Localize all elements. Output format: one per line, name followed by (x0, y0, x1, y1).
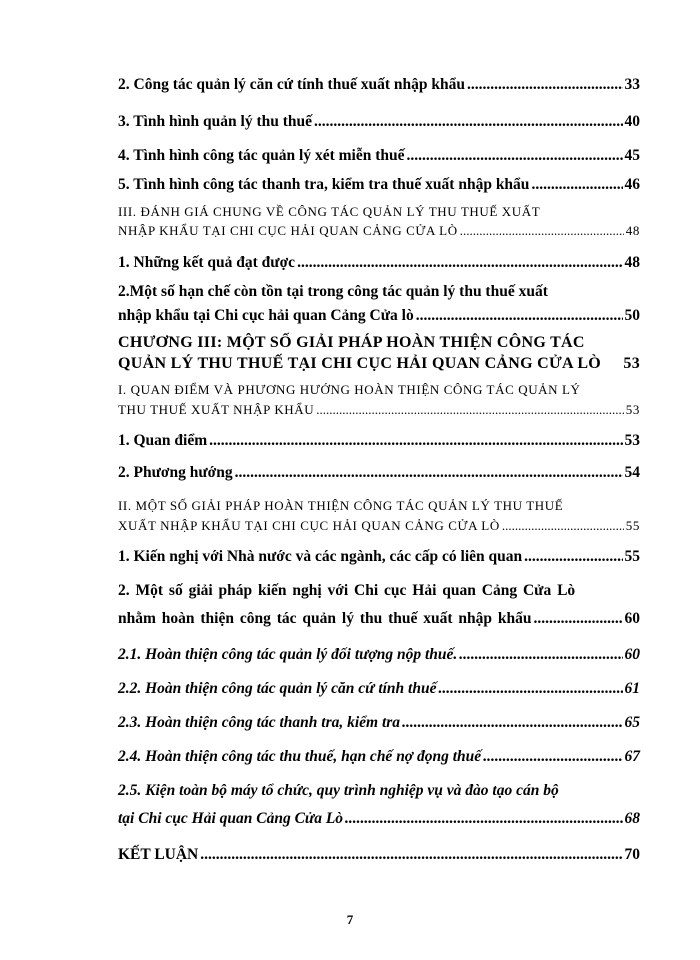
toc-entry[interactable] (118, 548, 640, 566)
leader-dots (200, 846, 622, 864)
toc-entry-page: 55 (624, 548, 640, 565)
toc-entry-title: 2.1. Hoàn thiện công tác quản lý đối tượng nộp thuế. (118, 646, 458, 663)
leader-dots (460, 223, 624, 239)
toc-chapter-entry[interactable] (118, 334, 640, 373)
toc-entry[interactable] (118, 254, 640, 272)
toc-entry-title-line2: NHẬP KHẨU TẠI CHI CỤC HẢI QUAN CẢNG CỬA LÒ (118, 223, 458, 238)
toc-entry-page: 53 (623, 355, 640, 372)
toc-entry-page: 68 (624, 810, 640, 827)
toc-entry-title: 5. Tình hình công tác thanh tra, kiểm tra thuế xuất nhập khẩu (118, 176, 530, 193)
leader-dots (438, 680, 622, 698)
toc-entry-page: 54 (624, 464, 640, 481)
toc-entry[interactable] (118, 498, 640, 534)
toc-entry[interactable] (118, 147, 640, 165)
leader-dots (502, 518, 624, 534)
toc-entry[interactable] (118, 382, 640, 418)
toc-entry[interactable] (118, 76, 640, 94)
toc-entry-title-line1: 2.5. Kiện toàn bộ máy tổ chức, quy trình nghiệp vụ và đào tạo cán bộ (118, 782, 559, 799)
toc-entry-title: 2.4. Hoàn thiện công tác thu thuế, hạn chế nợ đọng thuế (118, 748, 482, 765)
toc-entry-page: 46 (624, 176, 640, 193)
toc-entry-page: 60 (624, 610, 640, 627)
toc-entry-title: 3. Tình hình quản lý thu thuế (118, 113, 312, 130)
toc-entry-title-line1: II. MỘT SỐ GIẢI PHÁP HOÀN THIỆN CÔNG TÁC QUẢN LÝ THU THUẾ (118, 498, 564, 513)
toc-entry[interactable] (118, 782, 640, 828)
toc-entry[interactable] (118, 646, 640, 664)
toc-entry-title-line1: III. ĐÁNH GIÁ CHUNG VỀ CÔNG TÁC QUẢN LÝ THU THUẾ XUẤT (118, 204, 541, 219)
toc-entry-title-line2: tại Chi cục Hải quan Cảng Cửa Lò (118, 810, 344, 827)
page-number: 7 (346, 912, 354, 927)
leader-dots (459, 646, 622, 664)
toc-entry-title-line1: 2. Một số giải pháp kiến nghị với Chi cục Hải quan Cảng Cửa Lò (118, 582, 576, 599)
leader-dots (483, 748, 622, 766)
leader-dots (416, 307, 623, 325)
toc-entry-title: 4. Tình hình công tác quản lý xét miễn thuế (118, 147, 405, 164)
toc-entry-page: 60 (624, 646, 640, 663)
toc-entry-page: 53 (624, 432, 640, 449)
toc-entry[interactable] (118, 714, 640, 732)
toc-entry[interactable] (118, 582, 640, 628)
toc-entry-title-line2: QUẢN LÝ THU THUẾ TẠI CHI CỤC HẢI QUAN CẢNG CỬA LÒ (118, 355, 602, 372)
toc-entry-page: 40 (624, 113, 640, 130)
toc-entry-title: 2. Phương hướng (118, 464, 233, 481)
toc-entry[interactable] (118, 464, 640, 482)
toc-entry[interactable] (118, 748, 640, 766)
toc-entry-title-line2: THU THUẾ XUẤT NHẬP KHẨU (118, 402, 315, 417)
leader-dots (467, 76, 623, 94)
toc-entry-page: 65 (624, 714, 640, 731)
toc-entry[interactable] (118, 432, 640, 450)
leader-dots (407, 147, 623, 165)
leader-dots (402, 714, 622, 732)
leader-dots (531, 176, 622, 194)
leader-dots (314, 113, 623, 131)
toc-entry-title: 1. Kiến nghị với Nhà nước và các ngành, các cấp có liên quan (118, 548, 523, 565)
toc-entry-title-line2: nhằm hoàn thiện công tác quản lý thu thuế xuất nhập khẩu (118, 610, 532, 627)
toc-entry-title: 2.2. Hoàn thiện công tác quản lý căn cứ tính thuế (118, 680, 437, 697)
leader-dots (316, 402, 624, 418)
leader-dots (235, 464, 623, 482)
toc-entry[interactable] (118, 176, 640, 194)
toc-entry-page: 53 (625, 402, 640, 417)
toc-entry-page: 48 (625, 223, 640, 238)
toc-entry-title-line1: CHƯƠNG III: MỘT SỐ GIẢI PHÁP HOÀN THIỆN CÔNG TÁC (118, 334, 585, 351)
toc-entry-title: 2.3. Hoàn thiện công tác thanh tra, kiểm tra (118, 714, 401, 731)
toc-entry-page: 70 (624, 846, 640, 863)
toc-entry-title-line2: nhập khẩu tại Chi cục hải quan Cảng Cửa lò (118, 307, 414, 324)
leader-dots (345, 810, 622, 828)
toc-entry-page: 67 (624, 748, 640, 765)
toc-entry[interactable] (118, 846, 640, 864)
toc-entry-page: 55 (625, 518, 640, 533)
toc-entry[interactable] (118, 204, 640, 239)
toc-entry-page: 48 (624, 254, 640, 271)
leader-dots (209, 432, 622, 450)
toc-entry-title: 2. Công tác quản lý căn cứ tính thuế xuất nhập khẩu (118, 76, 465, 93)
leader-dots (524, 548, 622, 566)
toc-entry-page: 61 (624, 680, 640, 697)
toc-entry[interactable] (118, 283, 640, 325)
toc-entry-title-line1: I. QUAN ĐIỂM VÀ PHƯƠNG HƯỚNG HOÀN THIỆN CÔNG TÁC QUẢN LÝ (118, 382, 581, 397)
leader-dots (297, 254, 622, 272)
toc-entry-title: KẾT LUẬN (118, 846, 199, 863)
toc-entry-title: 1. Quan điểm (118, 432, 208, 449)
toc-entry-title-line2: XUẤT NHẬP KHẨU TẠI CHI CỤC HẢI QUAN CẢNG CỬA LÒ (118, 518, 500, 533)
toc-entry-title: 1. Những kết quả đạt được (118, 254, 296, 271)
toc-entry-page: 50 (624, 307, 640, 324)
toc-entry-title-line1: 2.Một số hạn chế còn tồn tại trong công tác quản lý thu thuế xuất (118, 283, 548, 300)
toc-entry-page: 33 (624, 76, 640, 93)
toc-entry-page: 45 (624, 147, 640, 164)
leader-dots (534, 610, 623, 628)
toc-entry[interactable] (118, 680, 640, 698)
toc-entry[interactable] (118, 113, 640, 131)
